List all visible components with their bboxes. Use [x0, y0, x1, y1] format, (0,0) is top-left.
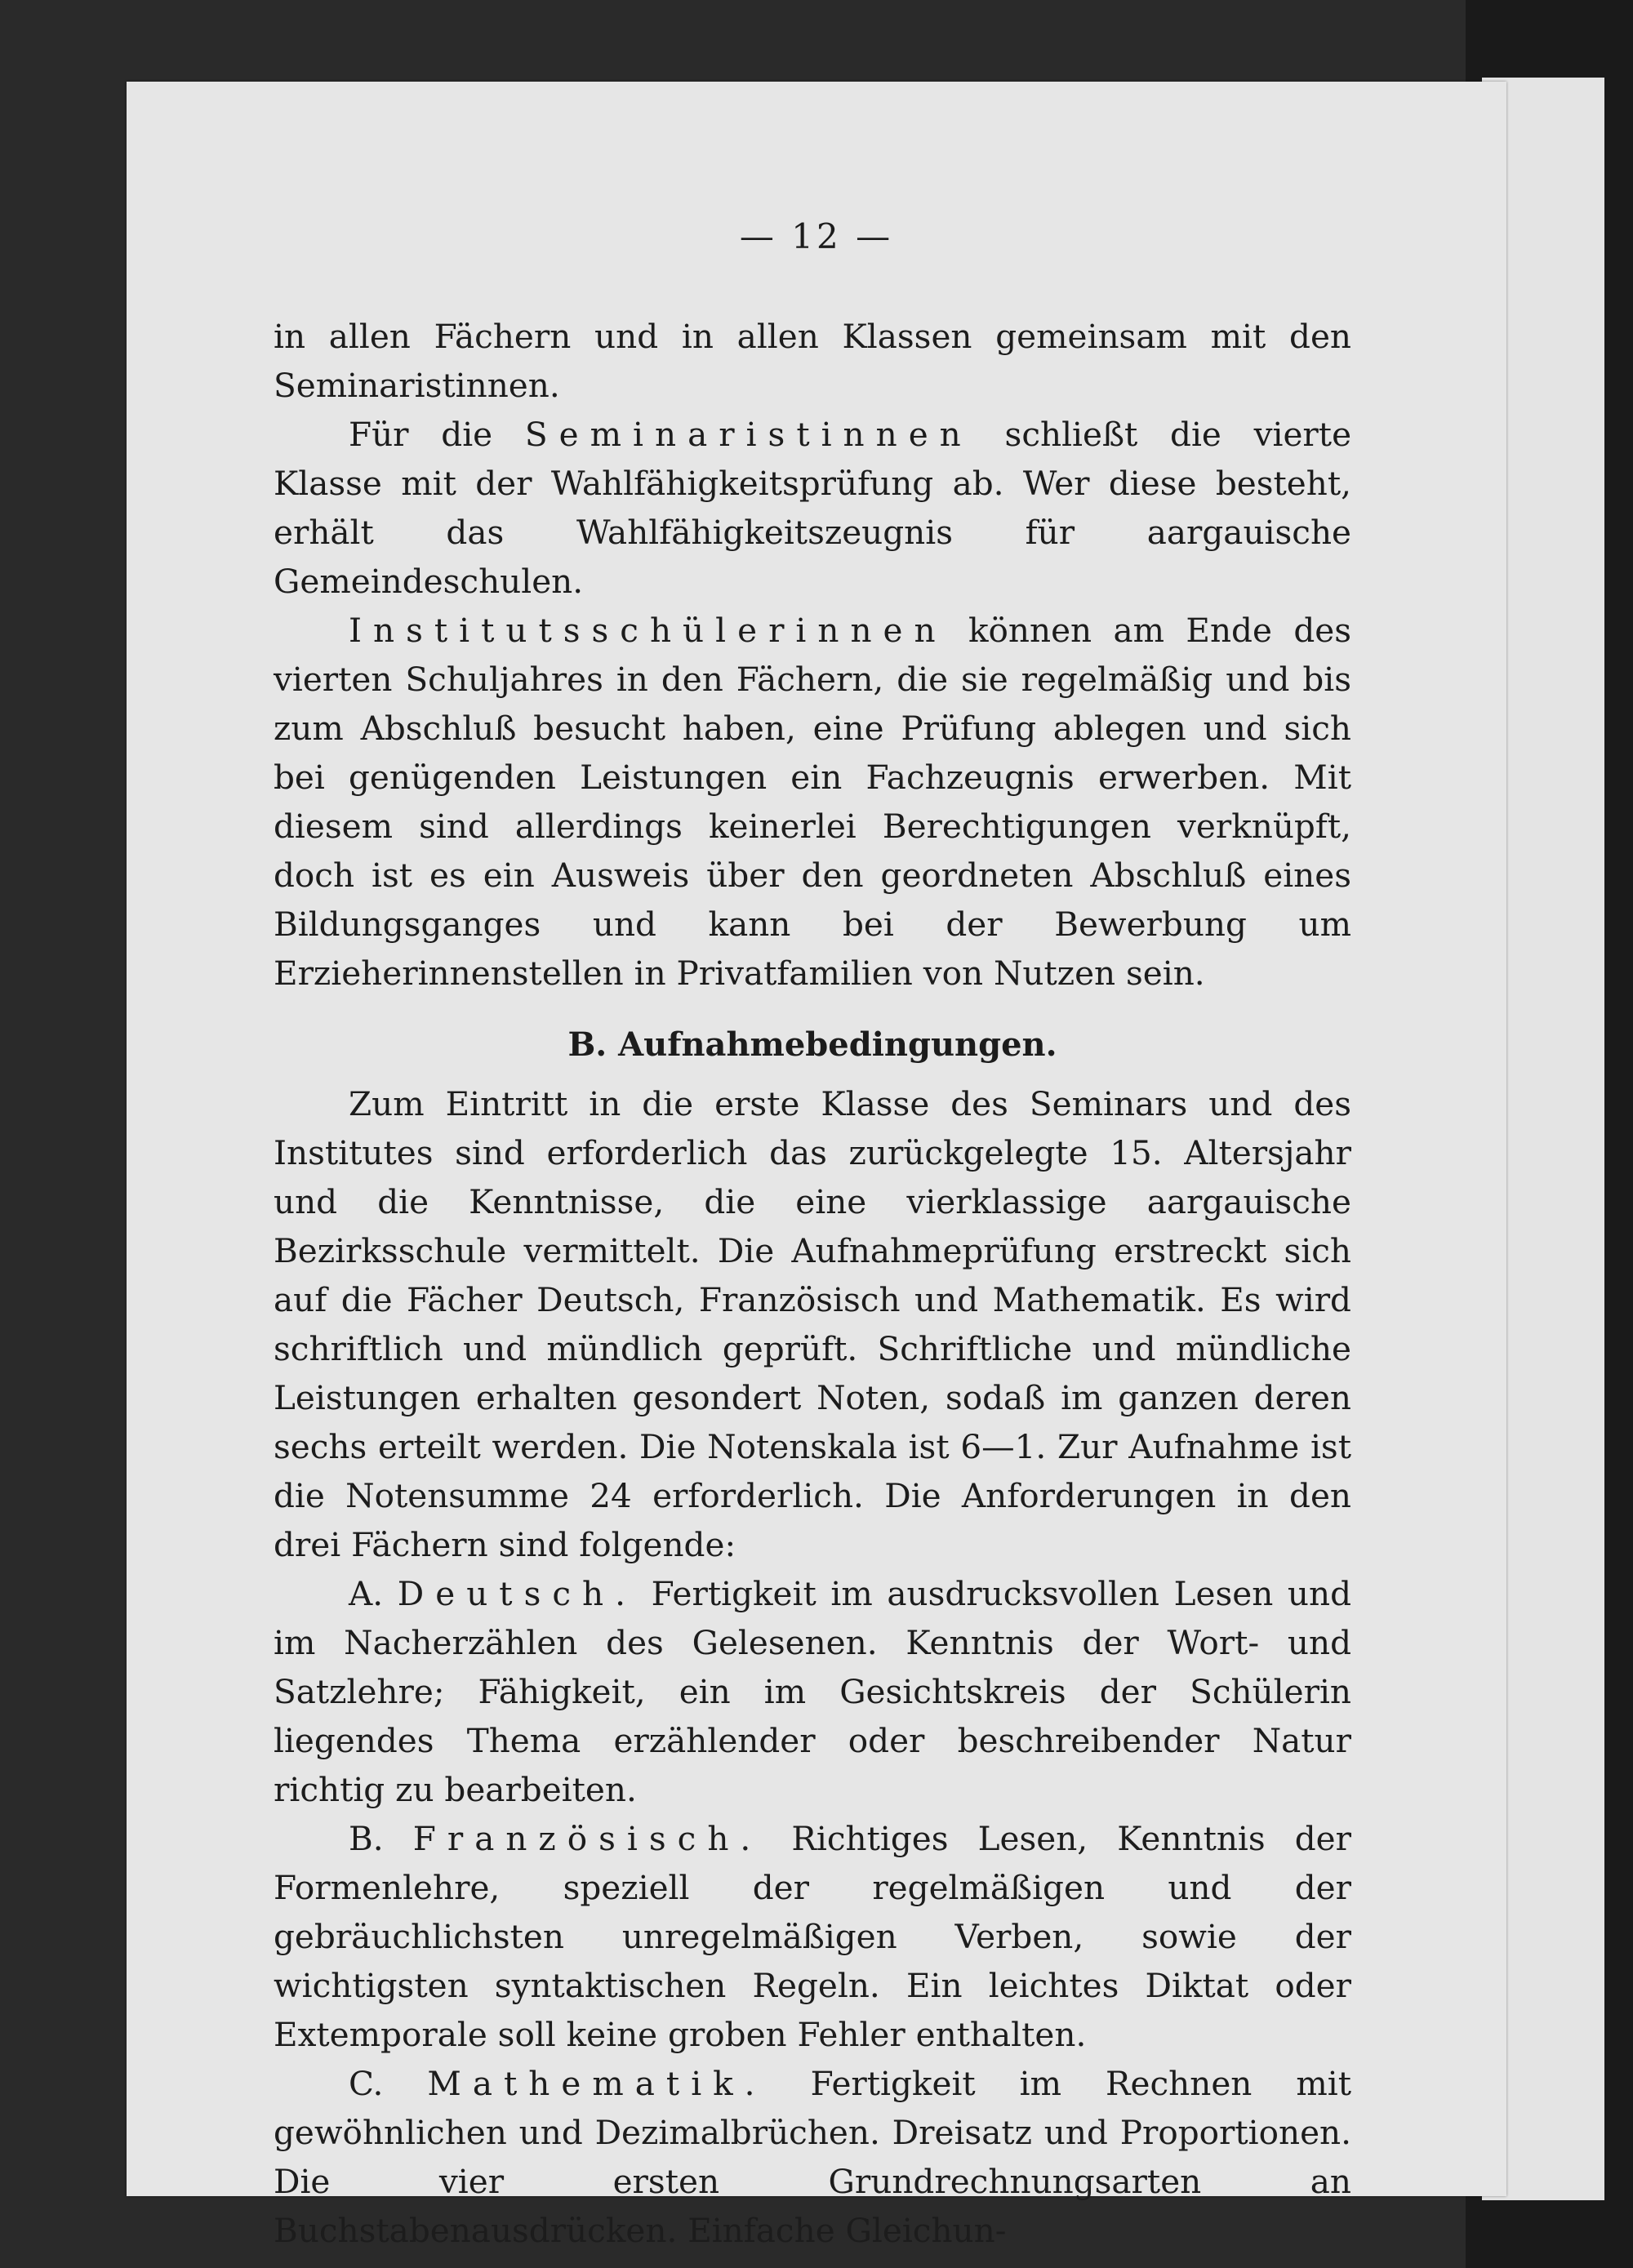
- paragraph-2-text: schließt die vierte Klasse mit der Wahlfähigkeitsprüfung ab. Wer diese besteht, erhält das Wahlfähigkeitszeugnis für aargauische Gemeindeschulen.: [274, 415, 1352, 601]
- section-intro: Zum Eintritt in die erste Klasse des Seminars und des Institutes sind erforderlich das zurückgelegte 15. Altersjahr und die Kenntnisse, die eine vierklassige aargauische Bezirksschule vermittelt. Die Aufnahmeprüfung erstreckt sich auf die Fächer Deutsch, Französisch und Mathematik. Es wird schriftlich und mündlich geprüft. Schriftliche und mündliche Leistungen erhalten gesondert Noten, sodaß im ganzen deren sechs erteilt werden. Die Notenskala ist 6—1. Zur Aufnahme ist die Notensumme 24 erforderlich. Die Anforderungen in den drei Fächern sind folgende:: [274, 1084, 1351, 1564]
- label-a: A.: [349, 1574, 384, 1613]
- body-text: [274, 312, 1351, 2255]
- paragraph-2: [274, 410, 1351, 606]
- paragraph-2-pre: Für die: [349, 415, 493, 454]
- label-c: C.: [349, 2064, 384, 2103]
- paragraph-3-text: können am Ende des vierten Schuljahres in den Fächern, die sie regelmäßig und bis zum Abschluß besucht haben, eine Prüfung ablegen und sich bei genügenden Leistungen ein Fachzeugnis erwerben. Mit diesem sind allerdings keinerlei Berechtigungen verknüpft, doch ist es ein Ausweis über den geordneten Abschluß eines Bildungsganges und kann bei der Bewerbung um Erzieherinnenstellen in Privatfamilien von Nutzen sein.: [274, 611, 1351, 993]
- term-institutsschuelerinnen: Institutsschülerinnen: [349, 611, 947, 650]
- term-seminaristinnen: Seminaristinnen: [524, 415, 972, 454]
- term-mathematik: Mathematik.: [427, 2064, 767, 2103]
- document-page: [127, 82, 1506, 2250]
- label-b: B.: [349, 1819, 384, 1858]
- mathematik-text: Fertigkeit im Rechnen mit gewöhnlichen und Dezimalbrüchen. Dreisatz und Proportionen. Die vier ersten Grundrechnungsarten an Buchstabenausdrücken. Einfache Gleichun-: [274, 2064, 1352, 2250]
- requirement-deutsch: [274, 1569, 1351, 1814]
- requirement-franzoesisch: [274, 1814, 1351, 2059]
- section-heading: B. Aufnahmebedingungen.: [567, 1025, 1057, 1064]
- paragraph-1: in allen Fächern und in allen Klassen gemeinsam mit den Seminaristinnen.: [274, 317, 1351, 405]
- term-deutsch: Deutsch.: [397, 1574, 637, 1613]
- requirement-mathematik: [274, 2059, 1351, 2255]
- franzoesisch-text: Richtiges Lesen, Kenntnis der Formenlehre, speziell der regelmäßigen und der gebräuchlichsten unregelmäßigen Verben, sowie der wichtigsten syntaktischen Regeln. Ein leichtes Diktat oder Extemporale soll keine groben Fehler enthalten.: [274, 1819, 1352, 2054]
- term-franzoesisch: Französisch.: [412, 1819, 763, 1858]
- deutsch-text: Fertigkeit im ausdrucksvollen Lesen und im Nacherzählen des Gelesenen. Kenntnis der Wort- und Satzlehre; Fähigkeit, ein im Gesichtskreis der Schülerin liegendes Thema erzählender oder beschreibender Natur richtig zu bearbeiten.: [274, 1574, 1352, 1809]
- paragraph-3: [274, 606, 1351, 998]
- page-number: — 12 —: [739, 216, 894, 256]
